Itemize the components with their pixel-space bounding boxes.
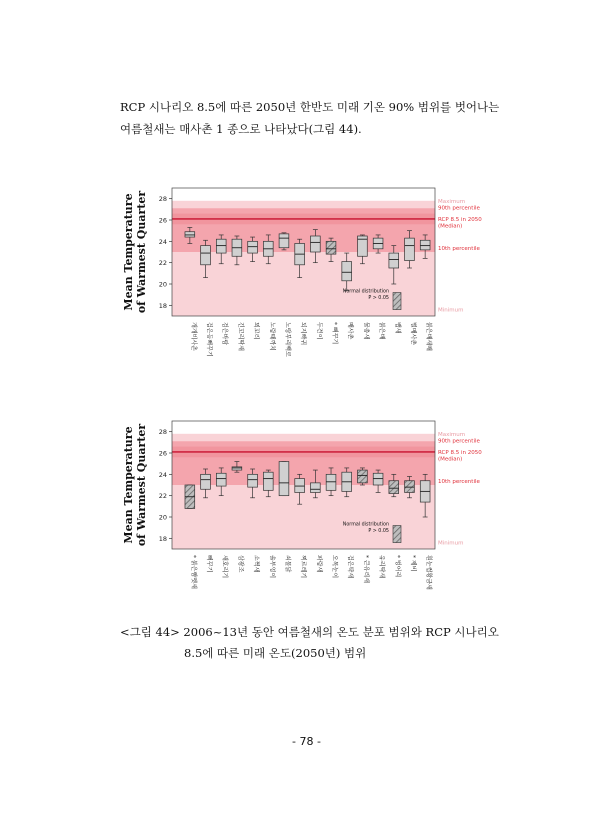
box: [248, 241, 258, 253]
box: [295, 479, 305, 493]
legend-p90: 90th percentile: [438, 205, 480, 212]
normal-dist-p-label: P > 0.05: [368, 528, 389, 534]
y-tick-label: 24: [158, 237, 167, 246]
legend-p90: 90th percentile: [438, 438, 480, 445]
x-category-label: * 벙어리: [393, 555, 401, 578]
legend-maximum: Maximum: [438, 431, 466, 438]
box-plot-chart-1: [110, 182, 530, 362]
box: [326, 474, 336, 490]
box: [279, 462, 289, 496]
x-category-label: 되지빠귀: [299, 322, 307, 346]
x-category-label: 물총새: [362, 322, 370, 340]
legend-rcp: RCP 8.5 in 2050: [438, 216, 482, 223]
x-category-label: 붉은배새매: [425, 322, 433, 351]
legend-rcp-median: (Median): [438, 223, 463, 230]
y-tick-label: 28: [158, 195, 167, 204]
box-plot-chart-2: [110, 415, 530, 595]
box: [326, 241, 336, 254]
box: [389, 253, 399, 268]
box: [216, 473, 226, 486]
x-category-label: 검은딱새: [346, 555, 354, 579]
x-category-label: 매사촌: [346, 322, 354, 340]
box: [201, 246, 211, 265]
x-category-label: 솔부엉이: [268, 555, 276, 579]
x-category-label: 쇠물닭: [283, 555, 291, 573]
box: [310, 236, 320, 252]
caption-line-2: 8.5에 따른 미래 온도(2050년) 범위: [184, 646, 367, 660]
x-category-label: 긴꼬리딱새: [236, 322, 244, 351]
y-tick-label: 18: [158, 534, 167, 543]
body-paragraph: [120, 96, 520, 140]
y-tick-label: 20: [158, 513, 167, 522]
legend-p10: 10th percentile: [438, 245, 480, 252]
x-category-label: * 붉은뺨멧새: [189, 555, 197, 589]
normal-dist-label: Normal distribution: [342, 289, 389, 295]
paragraph-line-2: 여름철새는 매사촌 1 종으로 나타났다(그림 44).: [120, 122, 362, 136]
box: [185, 232, 195, 237]
y-tick-label: 18: [158, 301, 167, 310]
x-category-label: 검은등뻐꾸기: [205, 322, 213, 357]
x-category-label: 노랑부리백로: [283, 322, 291, 357]
box: [405, 238, 415, 260]
x-category-label: * 큰유리새: [362, 555, 370, 584]
x-category-label: 소쩍새: [252, 555, 260, 573]
x-category-label: 오목눈이: [331, 555, 339, 579]
legend-p10: 10th percentile: [438, 478, 480, 485]
y-axis-label-line-1: Mean Temperature: [122, 193, 135, 311]
y-tick-label: 22: [158, 259, 167, 268]
x-category-label: 뱁새: [393, 322, 401, 334]
y-tick-label: 28: [158, 428, 167, 437]
box: [389, 481, 399, 494]
box: [232, 467, 242, 470]
y-tick-label: 20: [158, 280, 167, 289]
x-category-label: 붉은배: [378, 322, 386, 340]
legend-maximum: Maximum: [438, 198, 466, 205]
box: [420, 240, 430, 250]
x-category-label: 파랑새: [315, 555, 323, 573]
caption-line-1: <그림 44> 2006~13년 동안 여름철새의 온도 분포 범위와 RCP 시나리오: [120, 625, 499, 639]
box: [201, 474, 211, 489]
legend-rcp: RCP 8.5 in 2050: [438, 449, 482, 456]
y-axis-label-line-1: Mean Temperature: [122, 426, 135, 544]
x-category-label: 뻐꾸기: [205, 555, 213, 573]
legend-rcp-median: (Median): [438, 456, 463, 463]
box: [216, 239, 226, 253]
box: [248, 474, 258, 487]
figure-caption: [120, 622, 520, 664]
x-category-label: 삼광조: [236, 555, 244, 573]
x-category-label: 꾀꼬리: [252, 322, 260, 340]
x-category-label: 새호리기: [221, 555, 229, 579]
normal-dist-swatch: [393, 526, 401, 543]
box: [405, 481, 415, 493]
x-category-label: 흰눈썹황금새: [425, 555, 433, 590]
x-category-label: 검은바람: [221, 322, 229, 346]
y-axis-label-line-2: of Warmest Quarter: [135, 423, 148, 547]
x-category-label: * 제비: [409, 555, 417, 572]
x-category-label: 벌매사촌: [409, 322, 417, 346]
y-tick-label: 26: [158, 216, 167, 225]
x-category-label: 두견이: [315, 322, 323, 340]
box: [263, 472, 273, 490]
box: [279, 234, 289, 248]
x-category-label: 유리딱새: [378, 555, 386, 579]
x-category-label: 개개비사촌: [189, 322, 197, 351]
x-category-label: 노랑때까치: [268, 322, 276, 351]
normal-dist-p-label: P > 0.05: [368, 295, 389, 301]
y-tick-label: 24: [158, 470, 167, 479]
legend-minimum: Minimum: [438, 540, 464, 547]
normal-dist-swatch: [393, 293, 401, 310]
legend-minimum: Minimum: [438, 307, 464, 314]
paragraph-line-1: RCP 시나리오 8.5에 따른 2050년 한반도 미래 기온 90% 범위를 벗어나는: [120, 100, 500, 114]
y-tick-label: 22: [158, 492, 167, 501]
y-axis-label-line-2: of Warmest Quarter: [135, 190, 148, 314]
normal-dist-label: Normal distribution: [342, 522, 389, 528]
box: [373, 473, 383, 485]
x-category-label: 찌르레기: [299, 555, 307, 579]
y-tick-label: 26: [158, 449, 167, 458]
box: [358, 470, 368, 483]
x-category-label: * 뻐꾸기: [331, 322, 339, 345]
page-number: - 78 -: [292, 735, 321, 748]
box: [310, 483, 320, 493]
box: [342, 262, 352, 281]
